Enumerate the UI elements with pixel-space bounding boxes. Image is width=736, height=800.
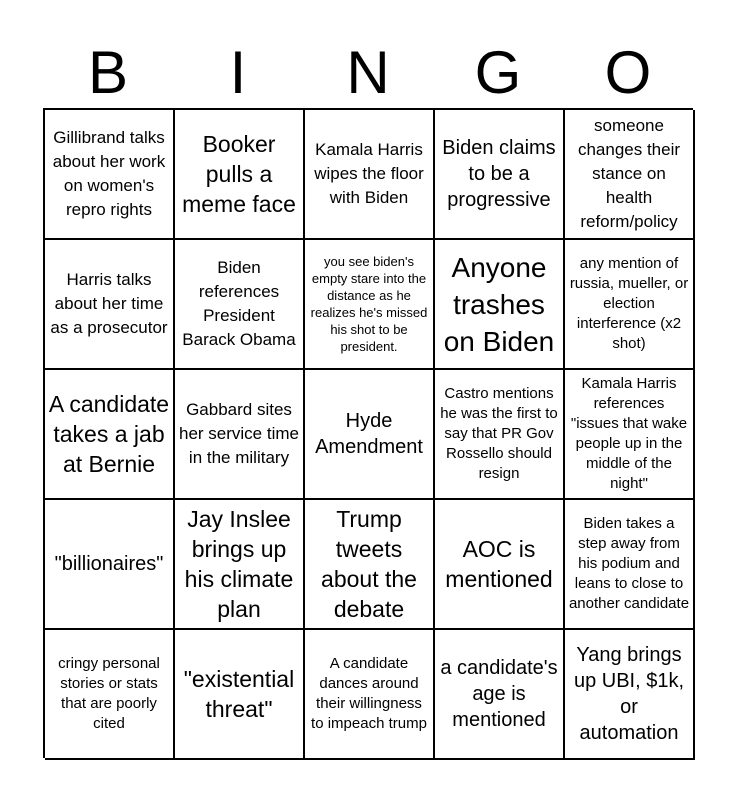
- cell-text: someone changes their stance on health reform/policy: [577, 116, 681, 231]
- cell-text: A candidate dances around their willingness to impeach trump: [311, 655, 427, 732]
- bingo-cell[interactable]: [565, 370, 695, 500]
- bingo-cell[interactable]: [435, 240, 565, 370]
- bingo-cell[interactable]: [305, 110, 435, 240]
- header-letter-b: B: [87, 39, 129, 106]
- bingo-cell[interactable]: [175, 240, 305, 370]
- cell-text: Trump tweets about the debate: [321, 506, 417, 622]
- header-letter-o: O: [604, 39, 652, 106]
- cell-text: Biden takes a step away from his podium and leans to close to another candidate: [568, 515, 690, 612]
- cell-text: Kamala Harris wipes the floor with Biden: [314, 140, 424, 207]
- bingo-grid: [43, 108, 693, 758]
- cell-text: "existential threat": [183, 666, 295, 722]
- header-letter-g: G: [474, 39, 522, 106]
- bingo-cell[interactable]: [45, 240, 175, 370]
- bingo-cell[interactable]: [305, 370, 435, 500]
- bingo-cell[interactable]: [435, 500, 565, 630]
- bingo-cell[interactable]: [45, 370, 175, 500]
- header-letter-i: I: [229, 39, 247, 106]
- bingo-cell[interactable]: [435, 370, 565, 500]
- cell-text: Biden references President Barack Obama: [182, 258, 296, 349]
- cell-text: Yang brings up UBI, $1k, or automation: [573, 644, 685, 744]
- cell-text: Castro mentions he was the first to say that PR Gov Rossello should resign: [440, 385, 558, 482]
- bingo-cell[interactable]: [565, 240, 695, 370]
- cell-text: AOC is mentioned: [445, 536, 553, 592]
- cell-text: Gabbard sites her service time in the military: [179, 400, 299, 467]
- header-letter-n: N: [346, 39, 390, 106]
- bingo-cell[interactable]: [305, 630, 435, 760]
- bingo-cell[interactable]: [565, 110, 695, 240]
- cell-text: any mention of russia, mueller, or election interference (x2 shot): [569, 255, 689, 352]
- bingo-cell[interactable]: [175, 500, 305, 630]
- cell-text: Anyone trashes on Biden: [443, 251, 555, 357]
- bingo-cell[interactable]: [435, 630, 565, 760]
- cell-text: A candidate takes a jab at Bernie: [48, 391, 170, 477]
- bingo-cell[interactable]: [45, 110, 175, 240]
- bingo-cell[interactable]: [565, 630, 695, 760]
- cell-text: Jay Inslee brings up his climate plan: [184, 506, 294, 622]
- cell-text: Harris talks about her time as a prosecutor: [50, 270, 168, 337]
- cell-text: Biden claims to be a progressive: [442, 137, 556, 211]
- bingo-cell[interactable]: [175, 630, 305, 760]
- bingo-header: [43, 40, 693, 106]
- bingo-cell[interactable]: [45, 500, 175, 630]
- bingo-cell[interactable]: [175, 370, 305, 500]
- cell-text: "billionaires": [54, 553, 164, 575]
- bingo-cell[interactable]: [45, 630, 175, 760]
- cell-text: Gillibrand talks about her work on women's repro rights: [52, 128, 166, 219]
- cell-text: Kamala Harris references "issues that wake people up in the middle of the night": [570, 375, 688, 492]
- cell-text: a candidate's age is mentioned: [440, 657, 558, 731]
- cell-text: Hyde Amendment: [315, 410, 423, 458]
- cell-text: Booker pulls a meme face: [182, 131, 296, 217]
- bingo-cell[interactable]: [305, 240, 435, 370]
- bingo-cell[interactable]: [435, 110, 565, 240]
- cell-text: cringy personal stories or stats that are poorly cited: [58, 655, 160, 732]
- bingo-cell[interactable]: [175, 110, 305, 240]
- bingo-cell[interactable]: [305, 500, 435, 630]
- cell-text: you see biden's empty stare into the distance as he realizes he's missed his shot to be president.: [310, 254, 428, 354]
- bingo-cell[interactable]: [565, 500, 695, 630]
